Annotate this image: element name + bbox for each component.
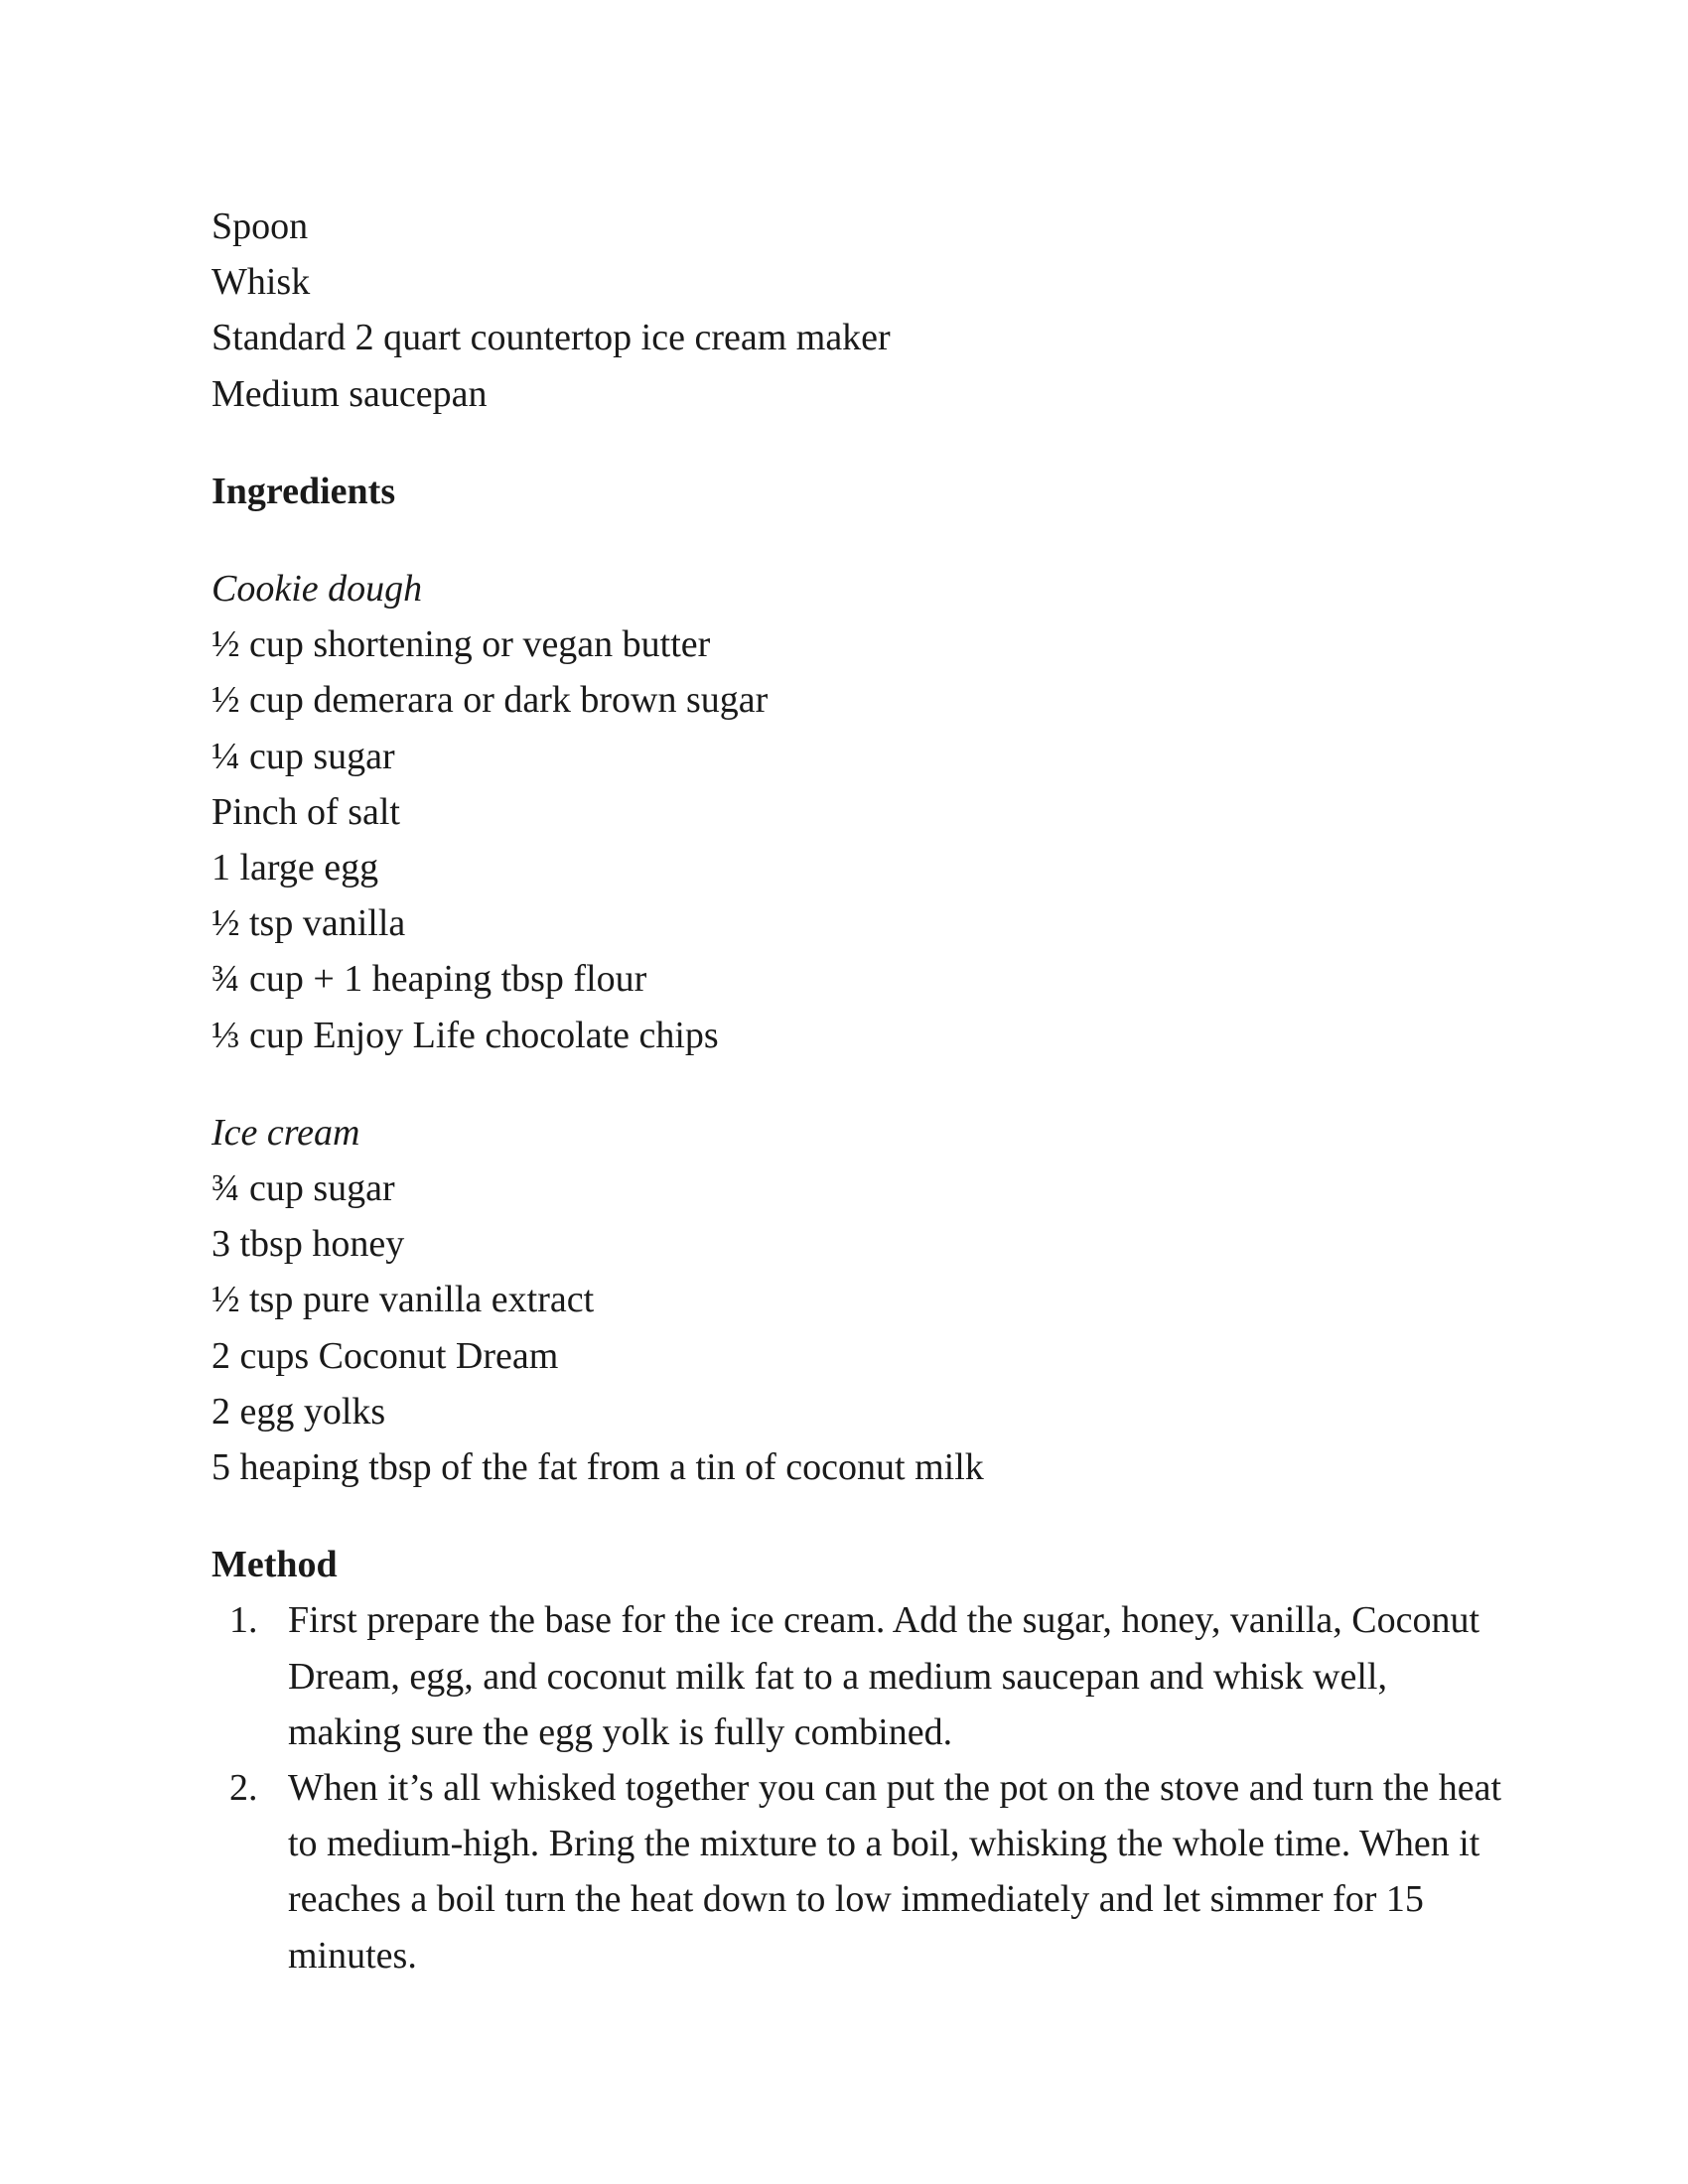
equipment-item: Spoon <box>211 205 309 247</box>
ingredient-item: 1 large egg <box>211 847 379 889</box>
ingredients-heading: Ingredients <box>211 470 396 512</box>
ingredient-item: 2 cups Coconut Dream <box>211 1334 559 1377</box>
equipment-list <box>211 199 1502 422</box>
cookie-dough-title: Cookie dough <box>211 568 423 611</box>
ingredient-item: ⅓ cup Enjoy Life chocolate chips <box>211 1014 719 1056</box>
cookie-dough-section <box>211 561 1502 1063</box>
ingredient-item: ¾ cup sugar <box>211 1167 395 1210</box>
recipe-page <box>211 199 1502 1983</box>
ingredient-item: 5 heaping tbsp of the fat from a tin of coconut milk <box>211 1446 984 1489</box>
ingredient-item: ¼ cup sugar <box>211 735 395 777</box>
ice-cream-section <box>211 1105 1502 1495</box>
ingredient-item: Pinch of salt <box>211 790 400 833</box>
ingredient-item: ½ cup shortening or vegan butter <box>211 623 711 666</box>
method-step <box>211 1760 1509 1983</box>
section-gap <box>211 422 1502 464</box>
ingredient-item: 2 egg yolks <box>211 1390 386 1433</box>
step-number: 1. <box>229 1599 258 1642</box>
ice-cream-title: Ice cream <box>211 1111 360 1154</box>
step-number: 2. <box>229 1767 258 1810</box>
method-step <box>211 1592 1509 1760</box>
method-heading: Method <box>211 1544 338 1586</box>
ingredient-item: 3 tbsp honey <box>211 1223 405 1266</box>
equipment-item: Whisk <box>211 261 311 304</box>
section-gap <box>211 1063 1502 1105</box>
step-text: When it’s all whisked together you can put the pot on the stove and turn the heat to medium-high. Bring the mixture to a boil, whisking the whole time. When it reaches a boil turn the heat down to low immediately and let simmer for 15 minutes. <box>288 1767 1502 1977</box>
ingredient-item: ½ tsp pure vanilla extract <box>211 1279 595 1321</box>
method-steps <box>211 1592 1502 1982</box>
equipment-item: Standard 2 quart countertop ice cream maker <box>211 317 891 359</box>
section-gap <box>211 1495 1502 1537</box>
section-gap <box>211 519 1502 561</box>
ingredient-item: ½ cup demerara or dark brown sugar <box>211 679 769 722</box>
ingredient-item: ¾ cup + 1 heaping tbsp flour <box>211 958 647 1001</box>
step-text: First prepare the base for the ice cream. Add the sugar, honey, vanilla, Coconut Dream, egg, and coconut milk fat to a medium saucepan and whisk well, making sure the egg yolk is fully combined. <box>288 1599 1480 1753</box>
ingredient-item: ½ tsp vanilla <box>211 902 406 945</box>
equipment-item: Medium saucepan <box>211 372 488 415</box>
